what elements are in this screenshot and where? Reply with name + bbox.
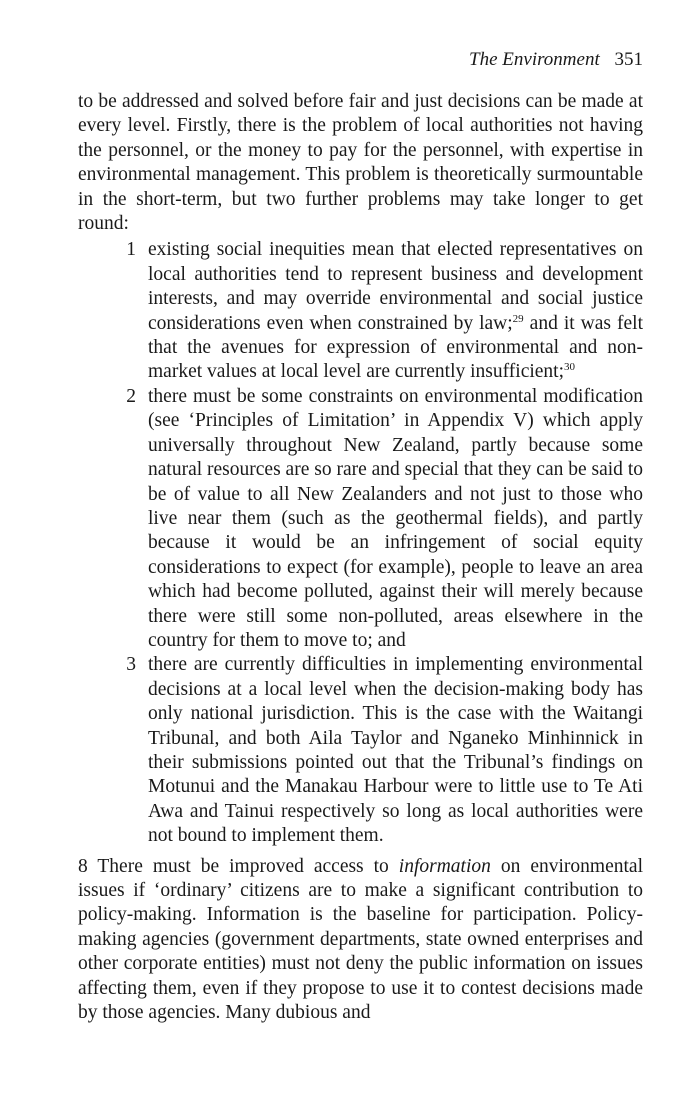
list-item-text-part: and it was felt that the avenues for expression of environmental and non-market values at local level are currently insufficient; xyxy=(148,312,643,383)
list-item-number: 3 xyxy=(126,654,136,676)
footnote-ref: 30 xyxy=(564,361,576,374)
list-item-text-part: existing social inequities mean that elected representatives on local authorities tend to represent business and development interests, and may override environmental and social justice considerations even when constrained by law; xyxy=(148,239,643,334)
list-item-number: 1 xyxy=(126,239,136,261)
intro-paragraph: to be addressed and solved before fair and just decisions can be made at every level. Firstly, there is the problem of local authorities not having the personnel, or the money to pay for the personnel, with expertise in environmental management. This problem is theoretically surmountable in the short-term, but two further problems may take longer to get round: xyxy=(78,91,643,235)
page-number: 351 xyxy=(614,49,643,70)
footnote-ref: 29 xyxy=(512,312,524,325)
list-item-number: 2 xyxy=(126,385,136,407)
point-text-emphasis: information xyxy=(398,855,491,877)
list-item xyxy=(78,653,643,848)
list-item-text xyxy=(148,238,643,384)
point-8-paragraph xyxy=(78,855,643,1026)
list-item-text: there are currently difficulties in implementing environmental decisions at a local level when the decision-making body has only national jurisdiction. This is the case with the Waitangi Tribunal, and both Aila Taylor and Nganeko Minhinnick in their submissions pointed out that the Tribunal’s findings on Motunui and the Manakau Harbour were to little use to Te Ati Awa and Tainui respectively so long as local authorities were not bound to implement them. xyxy=(148,654,643,847)
point-text-lead: There must be improved access to xyxy=(87,855,399,877)
book-page xyxy=(78,46,643,1025)
numbered-list xyxy=(78,238,643,848)
list-item xyxy=(78,238,643,384)
point-text-rest: on environmental issues if ‘ordinary’ citizens are to make a significant contribution to policy-making. Information is the baseline for participation. Policy-making agencies (government departments, state owned enterprises and other corporate entities) must not deny the public information on issues affecting them, even if they propose to use it to contest decisions made by those agencies. Many dubious and xyxy=(78,855,643,1024)
list-item xyxy=(78,385,643,653)
running-head-title: The Environment xyxy=(469,49,600,70)
point-number: 8 xyxy=(78,855,88,877)
list-item-text: there must be some constraints on environmental modification (see ‘Principles of Limitation’ in Appendix V) which apply universally throughout New Zealand, partly because some natural resources are so rare and special that they can be said to be of value to all New Zealanders and not just to those who live near them (such as the geothermal fields), and partly because it would be an infringement of social equity considerations to expect (for example), people to leave an area which had become polluted, against their will merely because there were still some non-polluted, areas elsewhere in the country for them to move to; and xyxy=(148,385,643,651)
running-head xyxy=(78,46,643,74)
